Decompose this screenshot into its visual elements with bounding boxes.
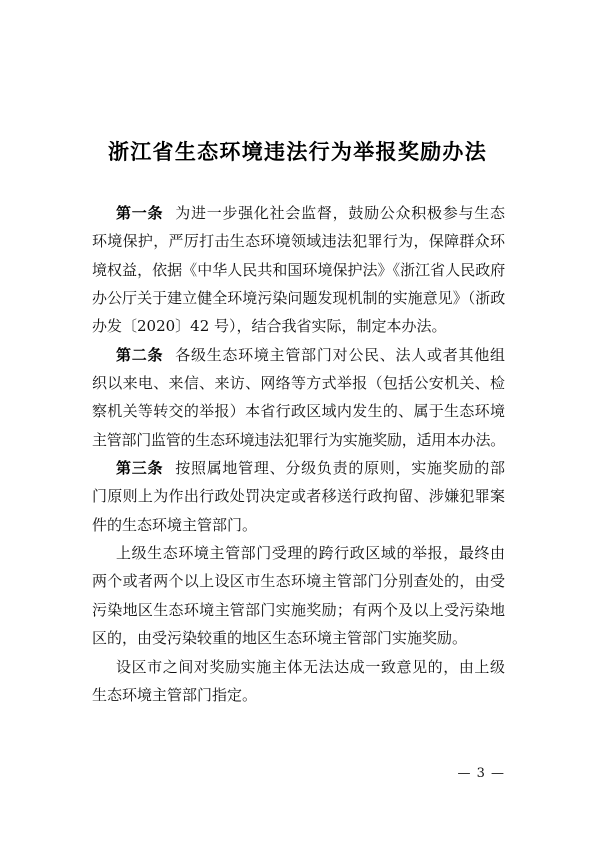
document-body: [92, 199, 505, 709]
article-3: [92, 454, 505, 539]
article-2: [92, 341, 505, 454]
article-1-line-5: 办发〔2020〕42 号），结合我省实际，制定本办法。: [92, 317, 447, 336]
clause-2-line-1: 上级生态环境主管部门受理的跨行政区域的举报，最终由: [116, 544, 505, 563]
article-1-line-2: 环境保护，严厉打击生态环境领域违法犯罪行为，保障群众环: [92, 232, 505, 251]
article-label: 第三条: [116, 459, 164, 478]
article-1-line-1: [92, 199, 505, 227]
article-label: 第二条: [116, 345, 164, 364]
article-3-line-1: [92, 454, 505, 482]
article-1-line-4: 办公厅关于建立健全环境污染问题发现机制的实施意见》（浙政: [92, 289, 505, 308]
article-3-line-3: 件的生态环境主管部门。: [92, 515, 258, 534]
article-2-line-1: [92, 341, 505, 369]
clause-2-line-4: 区的，由受污染较重的地区生态环境主管部门实施奖励。: [92, 629, 468, 648]
document-title: 浙江省生态环境违法行为举报奖励办法: [107, 139, 488, 164]
clause-2-line-2: 两个或者两个以上设区市生态环境主管部门分别查处的，由受: [92, 572, 505, 591]
clause-2-line-3: 污染地区生态环境主管部门实施奖励；有两个及以上受污染地: [92, 600, 505, 619]
article-2-line-4: 主管部门监管的生态环境违法犯罪行为实施奖励，适用本办法。: [92, 430, 505, 449]
clause-3-line-1: 设区市之间对奖励实施主体无法达成一致意见的，由上级: [116, 657, 505, 676]
line-text: 按照属地管理、分级负责的原则，实施奖励的部: [175, 459, 505, 478]
line-text: 为进一步强化社会监督，鼓励公众积极参与生态: [175, 204, 505, 222]
line-text: 各级生态环境主管部门对公民、法人或者其他组: [175, 345, 505, 364]
article-3-clause-2: [92, 539, 505, 652]
article-label: 第一条: [116, 204, 164, 222]
page-number: — 3 —: [457, 766, 505, 781]
article-3-line-2: 门原则上为作出行政处罚决定或者移送行政拘留、涉嫌犯罪案: [92, 487, 505, 506]
article-1-line-3: 境权益，依据《中华人民共和国环境保护法》《浙江省人民政府: [92, 260, 505, 279]
article-2-line-3: 察机关等转交的举报）本省行政区域内发生的、属于生态环境: [92, 402, 505, 421]
clause-3-line-2: 生态环境主管部门指定。: [92, 685, 258, 704]
article-2-line-2: 织以来电、来信、来访、网络等方式举报（包括公安机关、检: [92, 374, 505, 393]
article-1: [92, 199, 505, 341]
article-3-clause-3: [92, 653, 505, 710]
